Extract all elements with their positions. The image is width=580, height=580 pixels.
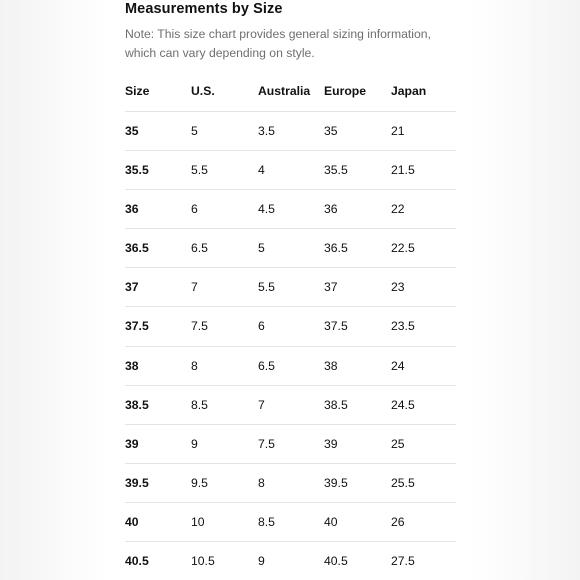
cell-size: 38.5 (125, 397, 149, 412)
table-row (125, 425, 456, 464)
cell-japan: 22.5 (391, 241, 415, 256)
cell-europe: 35.5 (324, 163, 348, 178)
cell-size: 37.5 (125, 319, 149, 334)
cell-australia: 5 (258, 241, 265, 256)
cell-japan: 24.5 (391, 397, 415, 412)
cell-australia: 9 (258, 554, 265, 569)
header-australia: Australia (258, 84, 311, 98)
cell-size: 40.5 (125, 554, 149, 569)
cell-europe: 35 (324, 124, 338, 138)
cell-japan: 23.5 (391, 319, 415, 334)
table-row (125, 347, 456, 386)
cell-europe: 39 (324, 436, 338, 451)
cell-us: 5 (191, 124, 198, 138)
header-us: U.S. (191, 84, 215, 98)
table-row (125, 268, 456, 307)
table-header-row (125, 72, 456, 112)
cell-japan: 23 (391, 280, 405, 295)
cell-australia: 8 (258, 475, 265, 490)
cell-size: 40 (125, 514, 139, 529)
cell-australia: 6.5 (258, 358, 275, 373)
header-europe: Europe (324, 84, 366, 98)
table-row (125, 386, 456, 425)
cell-japan: 24 (391, 358, 405, 373)
cell-japan: 21.5 (391, 163, 415, 178)
cell-australia: 4.5 (258, 202, 275, 217)
table-row (125, 229, 456, 268)
cell-us: 8.5 (191, 397, 208, 412)
table-row (125, 503, 456, 542)
table-row (125, 307, 456, 346)
cell-australia: 3.5 (258, 124, 275, 138)
cell-europe: 40.5 (324, 554, 348, 569)
cell-us: 9 (191, 436, 198, 451)
cell-europe: 36.5 (324, 241, 348, 256)
cell-size: 37 (125, 280, 139, 295)
cell-us: 8 (191, 358, 198, 373)
cell-europe: 37 (324, 280, 338, 295)
table-row (125, 464, 456, 503)
cell-japan: 26 (391, 514, 405, 529)
cell-australia: 7.5 (258, 436, 275, 451)
cell-europe: 36 (324, 202, 338, 217)
table-body (125, 112, 456, 580)
cell-australia: 8.5 (258, 514, 275, 529)
cell-size: 38 (125, 358, 139, 373)
cell-us: 10 (191, 514, 205, 529)
cell-japan: 21 (391, 124, 405, 138)
cell-europe: 38 (324, 358, 338, 373)
cell-us: 9.5 (191, 475, 208, 490)
cell-europe: 37.5 (324, 319, 348, 334)
table-row (125, 190, 456, 229)
cell-us: 10.5 (191, 554, 215, 569)
cell-japan: 27.5 (391, 554, 415, 569)
header-size: Size (125, 84, 150, 98)
size-chart-note: Note: This size chart provides general sizing information, which can vary depending on style. (125, 27, 431, 60)
cell-us: 7.5 (191, 319, 208, 334)
cell-australia: 4 (258, 163, 265, 178)
cell-europe: 38.5 (324, 397, 348, 412)
cell-japan: 25 (391, 436, 405, 451)
cell-us: 7 (191, 280, 198, 295)
cell-us: 5.5 (191, 163, 208, 178)
cell-japan: 22 (391, 202, 405, 217)
cell-australia: 5.5 (258, 280, 275, 295)
page-title: Measurements by Size (125, 1, 283, 17)
cell-us: 6.5 (191, 241, 208, 256)
table-row (125, 542, 456, 580)
cell-size: 39.5 (125, 475, 149, 490)
cell-size: 35.5 (125, 163, 149, 178)
size-table (125, 72, 456, 580)
header-japan: Japan (391, 84, 427, 98)
cell-australia: 7 (258, 397, 265, 412)
cell-us: 6 (191, 202, 198, 217)
cell-japan: 25.5 (391, 475, 415, 490)
table-row (125, 151, 456, 190)
cell-size: 39 (125, 436, 139, 451)
cell-size: 35 (125, 124, 139, 138)
cell-size: 36.5 (125, 241, 149, 256)
table-row (125, 112, 456, 151)
cell-australia: 6 (258, 319, 265, 334)
cell-size: 36 (125, 202, 139, 217)
cell-europe: 39.5 (324, 475, 348, 490)
cell-europe: 40 (324, 514, 338, 529)
